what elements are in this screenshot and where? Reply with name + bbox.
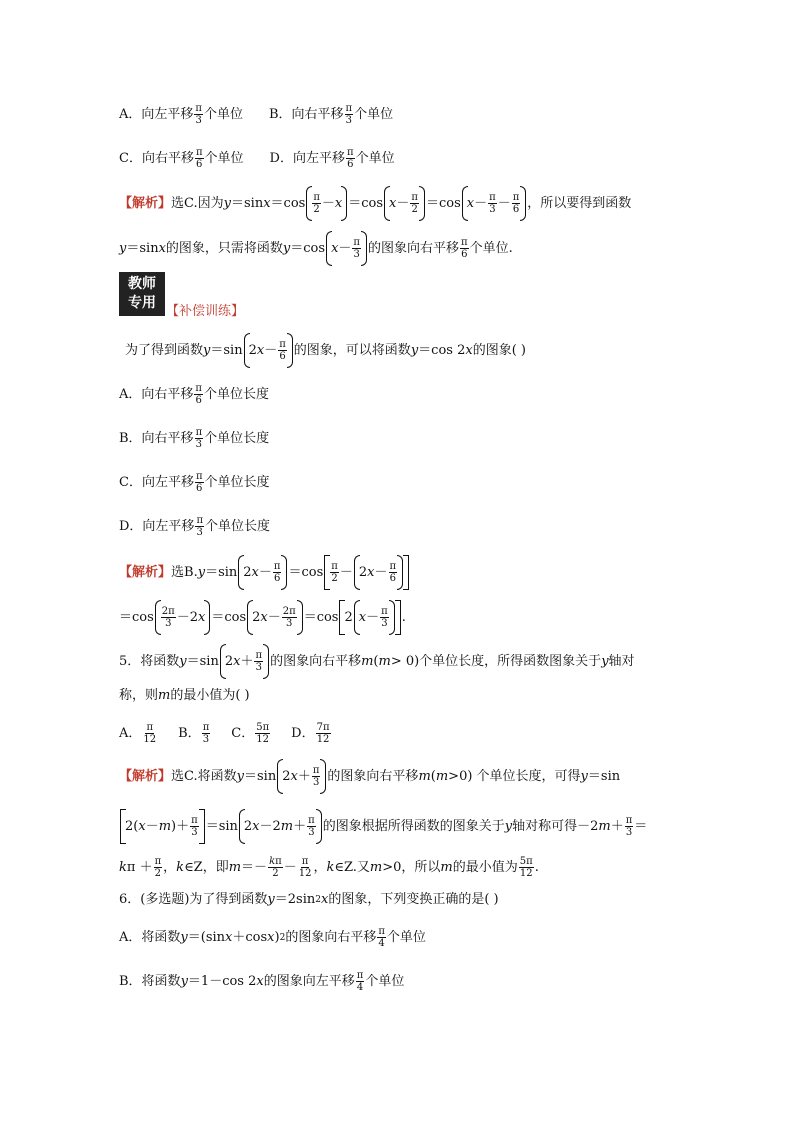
text: ＝sin	[186, 653, 219, 669]
q4-option-b-prefix: B．向右平移	[268, 106, 344, 122]
text: 称，则	[119, 688, 159, 703]
text: )	[274, 929, 280, 945]
fraction: $\frac{\pi}{6}$	[195, 471, 203, 494]
text: 轴对称可得－2	[512, 818, 599, 834]
text: ，	[313, 859, 327, 875]
text: 选C.将函数	[171, 768, 237, 784]
text: 的图象向右平移	[285, 929, 377, 945]
text: 的图象向左平移	[263, 973, 355, 989]
supplement-option-b	[119, 427, 269, 450]
text: 个单位长度	[204, 474, 270, 490]
text: >0) 个单位长度，可得	[448, 768, 581, 784]
var-x: x	[158, 240, 166, 256]
q4-option-c-suffix: 个单位	[204, 150, 244, 166]
text: B．向右平移	[119, 430, 194, 446]
text: >0，所以	[382, 859, 441, 875]
fraction: $\frac{\pi}{4}$	[356, 970, 364, 993]
paren-expr: $\frac{2\pi}{3}$ －2 x	[155, 606, 211, 629]
teacher-only-badge	[119, 272, 165, 316]
text: 个单位长度	[203, 386, 269, 402]
var-y: y	[504, 818, 513, 834]
option-b-fraction: $\frac{\pi}{3}$	[202, 722, 210, 745]
var-y: y	[203, 342, 211, 358]
paren-expr: x － $\frac{\pi}{3}$ － $\frac{\pi}{6}$	[462, 192, 527, 215]
paren-expr: x － $\frac{\pi}{3}$	[326, 237, 367, 260]
text: 个单位	[386, 929, 426, 945]
text: 5．将函数	[119, 653, 180, 669]
supplement-title-line	[166, 302, 244, 322]
q4-option-b-fraction: $\frac{\pi}{3}$	[345, 103, 353, 126]
q4-option-a-fraction: $\frac{\pi}{3}$	[195, 103, 202, 126]
fraction: $\frac{\pi}{6}$	[273, 561, 281, 584]
supplement-option-d	[119, 515, 270, 538]
text: 的图象向右平移	[270, 653, 362, 669]
text: ＝sin	[231, 195, 264, 211]
option-d-fraction: $\frac{7\pi}{12}$	[316, 722, 330, 745]
var-m: m	[378, 653, 391, 669]
text: (	[430, 768, 436, 784]
text: (	[373, 653, 379, 669]
supplement-analysis-line-1	[119, 561, 410, 584]
text: 个单位	[365, 973, 405, 989]
var-y: y	[601, 653, 609, 669]
text: ＝－	[241, 859, 268, 875]
var-m: m	[435, 768, 449, 784]
fraction: $\frac{\pi}{3}$	[195, 427, 203, 450]
text: ＝2sin	[274, 892, 316, 907]
var-x: x	[465, 342, 473, 358]
paren-expr: 2 x － $\frac{\pi}{6}$	[354, 561, 403, 584]
text: ，	[163, 859, 177, 875]
var-y: y	[179, 653, 187, 669]
superscript: 2	[315, 895, 321, 905]
var-y: y	[236, 768, 244, 784]
text: > 0)个单位长度，所得函数图象关于	[390, 653, 602, 669]
text: ＝cos	[348, 195, 384, 211]
text: ＝cos	[425, 195, 461, 211]
supplement-option-a	[119, 383, 269, 406]
q4-option-row-2	[119, 147, 395, 170]
text: 的最小值为	[452, 859, 518, 875]
paren-expr: x － $\frac{\pi}{2}$	[384, 192, 425, 215]
var-x: x	[321, 892, 329, 907]
text: ＝cos	[288, 564, 324, 580]
superscript: 2	[279, 932, 286, 943]
text: ∈Z，即	[184, 859, 229, 875]
option-b-label: B．	[178, 725, 201, 741]
var-m: m	[228, 859, 242, 875]
fraction: $\frac{\pi}{3}$	[196, 515, 204, 538]
fraction: $\frac{2\pi}{3}$	[282, 606, 296, 629]
var-k: k	[326, 859, 335, 875]
text: ＝sin	[210, 342, 243, 358]
q6-stem	[119, 890, 499, 910]
option-c-fraction: $\frac{5\pi}{12}$	[256, 722, 270, 745]
q4-option-d-fraction: $\frac{\pi}{6}$	[346, 147, 354, 170]
text: 为了得到函数	[125, 342, 204, 358]
fraction: $\frac{2\pi}{3}$	[161, 606, 175, 629]
var-m: m	[440, 859, 453, 875]
q6-option-a	[119, 926, 426, 949]
text: 个单位长度	[204, 430, 270, 446]
var-m: m	[361, 653, 374, 669]
text: ＝cos	[211, 609, 247, 625]
text: ＝	[634, 818, 648, 834]
text: 的图象向右平移	[368, 240, 460, 256]
q5-analysis-line-2	[119, 815, 647, 838]
var-x: x	[267, 929, 275, 945]
var-y: y	[580, 768, 588, 784]
text: ＝sin	[244, 768, 277, 784]
q4-option-a-suffix: 个单位	[203, 106, 243, 122]
q4-option-row-1	[119, 103, 393, 126]
q5-options	[119, 722, 332, 745]
q4-option-b-suffix: 个单位	[354, 106, 394, 122]
var-m: m	[158, 688, 171, 703]
q5-stem-line-2	[119, 686, 250, 706]
fraction: $\frac{k\pi}{2}$	[269, 856, 282, 879]
paren-expr: 2 x － $\frac{\pi}{6}$	[244, 339, 293, 362]
text: ＝(sin	[187, 929, 226, 945]
q4-analysis-line-1	[119, 192, 631, 215]
q5-analysis-line-3	[119, 856, 539, 879]
var-y: y	[223, 195, 231, 211]
text: ＝cos	[119, 609, 154, 625]
text: ∈Z.又	[334, 859, 370, 875]
fraction: $\frac{\pi}{3}$	[312, 765, 320, 788]
option-a-label: A．	[119, 725, 142, 741]
q5-analysis-line-1	[119, 765, 620, 788]
text: ＝sin	[126, 240, 159, 256]
var-k: k	[176, 859, 185, 875]
text: ＝sin	[587, 768, 621, 784]
text: ＝cos	[270, 195, 306, 211]
text: ＝sin	[205, 818, 238, 834]
fraction: $\frac{\pi}{12}$	[298, 856, 312, 879]
q4-option-a-prefix: A．向左平移	[119, 106, 194, 122]
var-x: x	[225, 929, 233, 945]
text: ＝cos	[290, 240, 326, 256]
text: ＋cos	[232, 929, 268, 945]
analysis-tag: 【解析】	[119, 564, 172, 580]
supplement-stem	[125, 339, 526, 362]
text: ＋	[610, 818, 624, 834]
fraction: $\frac{\pi}{3}$	[255, 650, 263, 673]
var-x: x	[256, 973, 264, 989]
var-y: y	[410, 342, 419, 358]
supplement-title: 【补偿训练】	[166, 304, 245, 319]
var-y: y	[180, 973, 188, 989]
badge-top-text: 教师	[128, 276, 156, 292]
var-y: y	[119, 240, 127, 256]
bracket-expr: 2 x － $\frac{\pi}{3}$	[339, 606, 400, 629]
q4-option-c-fraction: $\frac{\pi}{6}$	[195, 147, 203, 170]
text: A．向右平移	[119, 386, 194, 402]
text: 6．(多选题)为了得到函数	[119, 892, 268, 907]
text: 的图象向右平移	[327, 768, 419, 784]
text: ，所以要得到函数	[527, 195, 632, 211]
supplement-analysis-line-2: ＝cos $\frac{2\pi}{3}$ －2 x ＝cos 2 x － $\frac{2\pi}{3}$ ＝cos 2 x － $\frac{\pi}{3}$ .	[119, 606, 406, 629]
analysis-tag: 【解析】	[119, 195, 172, 211]
fraction: $\frac{\pi}{3}$	[381, 606, 388, 629]
fraction: $\frac{5\pi}{12}$	[519, 856, 533, 879]
analysis-tag: 【解析】	[119, 768, 172, 784]
fraction: $\frac{\pi}{6}$	[512, 192, 520, 215]
q4-option-d-prefix: D．向左平移	[269, 150, 345, 166]
fraction: $\frac{\pi}{6}$	[195, 383, 202, 406]
text: π ＋	[126, 859, 153, 875]
var-y: y	[180, 929, 188, 945]
fraction: $\frac{\pi}{3}$	[353, 237, 360, 260]
var-y: y	[282, 240, 291, 256]
text: 的图象，可以将函数	[293, 342, 411, 358]
text: 轴对	[608, 653, 635, 669]
badge-bottom-text: 专用	[128, 295, 156, 311]
var-y: y	[197, 564, 206, 580]
var-k: k	[119, 859, 127, 875]
fraction: $\frac{\pi}{3}$	[625, 815, 633, 838]
q5-stem-line-1	[119, 650, 635, 673]
fraction: $\frac{\pi}{2}$	[411, 192, 418, 215]
text: D．向左平移	[119, 518, 195, 534]
text: 的图象根据所得函数的图象关于	[322, 818, 505, 834]
var-m: m	[369, 859, 383, 875]
paren-expr: 2 x － $\frac{2\pi}{3}$	[247, 606, 303, 629]
option-c-label: C．	[231, 725, 255, 741]
fraction: $\frac{\pi}{2}$	[331, 561, 338, 584]
fraction: $\frac{\pi}{3}$	[489, 192, 496, 215]
paren-expr: 2 x － $\frac{\pi}{6}$	[238, 561, 287, 584]
bracket-expr: 2( x － m )＋ $\frac{\pi}{3}$	[120, 815, 205, 838]
q6-option-b	[119, 970, 404, 993]
option-a-fraction: $\frac{\pi}{12}$	[143, 722, 157, 745]
paren-expr: 2 x ＋ $\frac{\pi}{3}$	[220, 650, 269, 673]
text: ＝sin	[205, 564, 238, 580]
fraction: $\frac{\pi}{2}$	[154, 856, 162, 879]
text: 的最小值为( )	[170, 688, 250, 703]
var-y: y	[267, 892, 275, 907]
q4-option-c-prefix: C．向右平移	[119, 150, 194, 166]
text: －	[283, 859, 297, 875]
text: 的图象，只需将函数	[165, 240, 283, 256]
fraction: $\frac{\pi}{4}$	[378, 926, 385, 949]
q4-analysis-line-2	[119, 237, 513, 260]
text: 选C.因为	[171, 195, 224, 211]
text: 的图象，下列变换正确的是( )	[328, 892, 499, 907]
fraction: $\frac{\pi}{6}$	[461, 237, 468, 260]
text: C．向左平移	[119, 474, 194, 490]
text: .	[534, 859, 539, 875]
fraction: $\frac{\pi}{6}$	[389, 561, 397, 584]
text: A．将函数	[119, 929, 181, 945]
option-d-label: D．	[291, 725, 315, 741]
text: B．将函数	[119, 973, 181, 989]
text: ＝cos 2	[418, 342, 466, 358]
fraction: $\frac{\pi}{3}$	[308, 815, 315, 838]
paren-expr: $\frac{\pi}{2}$ － x	[306, 192, 347, 215]
supplement-option-c	[119, 471, 270, 494]
q4-option-d-suffix: 个单位	[355, 150, 395, 166]
var-x: x	[263, 195, 271, 211]
text: 的图象( )	[472, 342, 526, 358]
var-m: m	[598, 818, 611, 834]
text: ＝cos	[303, 609, 339, 625]
paren-expr: 2 x ＋ $\frac{\pi}{3}$	[277, 765, 326, 788]
text: 个单位长度	[205, 518, 271, 534]
text: ＝1－cos 2	[187, 973, 257, 989]
fraction: $\frac{\pi}{6}$	[279, 339, 286, 362]
fraction: $\frac{\pi}{2}$	[313, 192, 320, 215]
var-m: m	[418, 768, 431, 784]
paren-expr: 2 x －2 m ＋ $\frac{\pi}{3}$	[239, 815, 322, 838]
text: 选B.	[171, 564, 198, 580]
paren-expr: x － $\frac{\pi}{3}$	[354, 606, 395, 629]
bracket-expr: $\frac{\pi}{2}$ － 2 x － $\frac{\pi}{6}$	[324, 561, 409, 584]
text: 个单位.	[469, 240, 513, 256]
fraction: $\frac{\pi}{3}$	[191, 815, 198, 838]
